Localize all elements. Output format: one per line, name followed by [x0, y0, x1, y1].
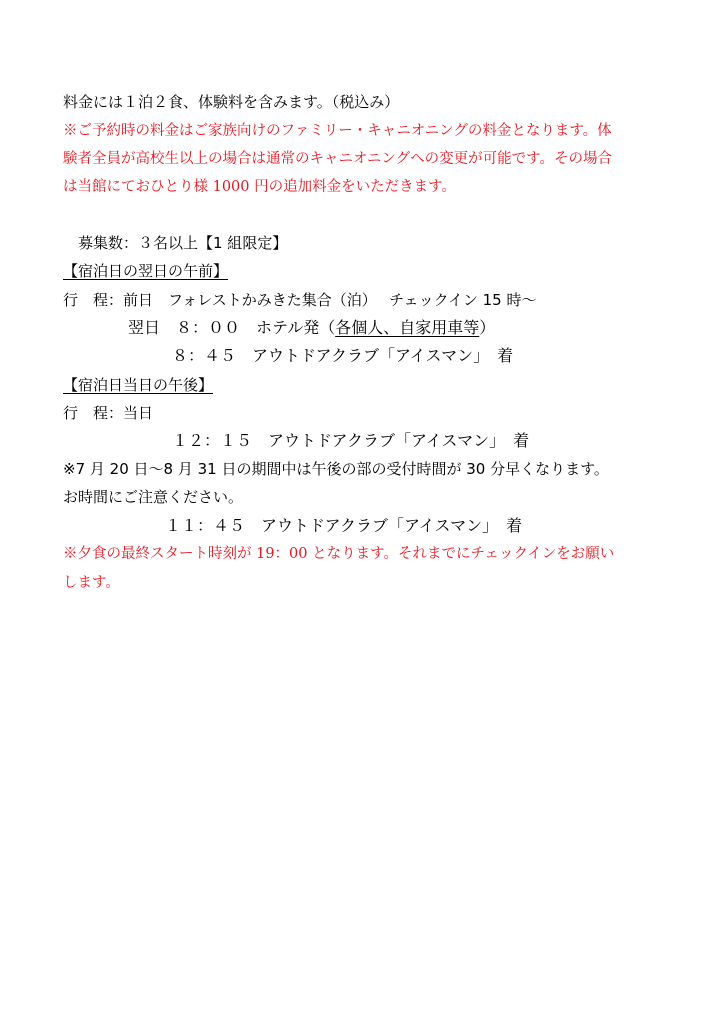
schedule-morning-line-1: 行 程：前日 フォレストかみきた集合（泊） チェックイン 15 時～	[63, 291, 537, 309]
summer-note-line-2: お時間にご注意ください。	[63, 488, 244, 506]
schedule-morning-line-2	[128, 318, 495, 338]
schedule-afternoon-line-2: １２：１５ アウトドアクラブ「アイスマン」 着	[172, 431, 530, 450]
schedule-morning-line-3: ８：４５ アウトドアクラブ「アイスマン」 着	[172, 346, 514, 365]
fee-notice-line-3: は当館にておひとり様 1000 円の追加料金をいただきます。	[63, 179, 456, 195]
schedule-afternoon-line-1: 行 程：当日	[63, 404, 154, 422]
fee-notice-line-2: 験者全員が高校生以上の場合は通常のキャニオニングへの変更が可能です。その場合	[63, 151, 612, 167]
summer-time: １１：４５ アウトドアクラブ「アイスマン」 着	[165, 516, 523, 535]
dinner-notice-line-1: ※夕食の最終スタート時刻が 19：00 となります。それまでにチェックインをお願い	[63, 546, 615, 562]
summer-note-line-1: ※7 月 20 日～8 月 31 日の期間中は午後の部の受付時間が 30 分早くなります。	[63, 460, 609, 478]
recruit-count: 募集数：３名以上【1 組限定】	[78, 234, 288, 252]
section-heading-afternoon: 【宿泊日当日の午後】	[63, 376, 214, 394]
fee-notice-line-1: ※ご予約時の料金はご家族向けのファミリー・キャニオニングの料金となります。体	[63, 123, 612, 139]
dinner-notice-line-2: します。	[63, 575, 120, 591]
fee-paragraph: 料金には１泊２食、体験料を含みます。（税込み）	[63, 93, 400, 111]
schedule-morning-transport: 各個人、自家用車等	[335, 318, 480, 337]
schedule-morning-line-2-end: ）	[479, 318, 496, 337]
section-heading-morning: 【宿泊日の翌日の午前】	[63, 262, 229, 280]
schedule-morning-line-2-label: 翌日 ８：００ ホテル発（	[128, 318, 336, 337]
